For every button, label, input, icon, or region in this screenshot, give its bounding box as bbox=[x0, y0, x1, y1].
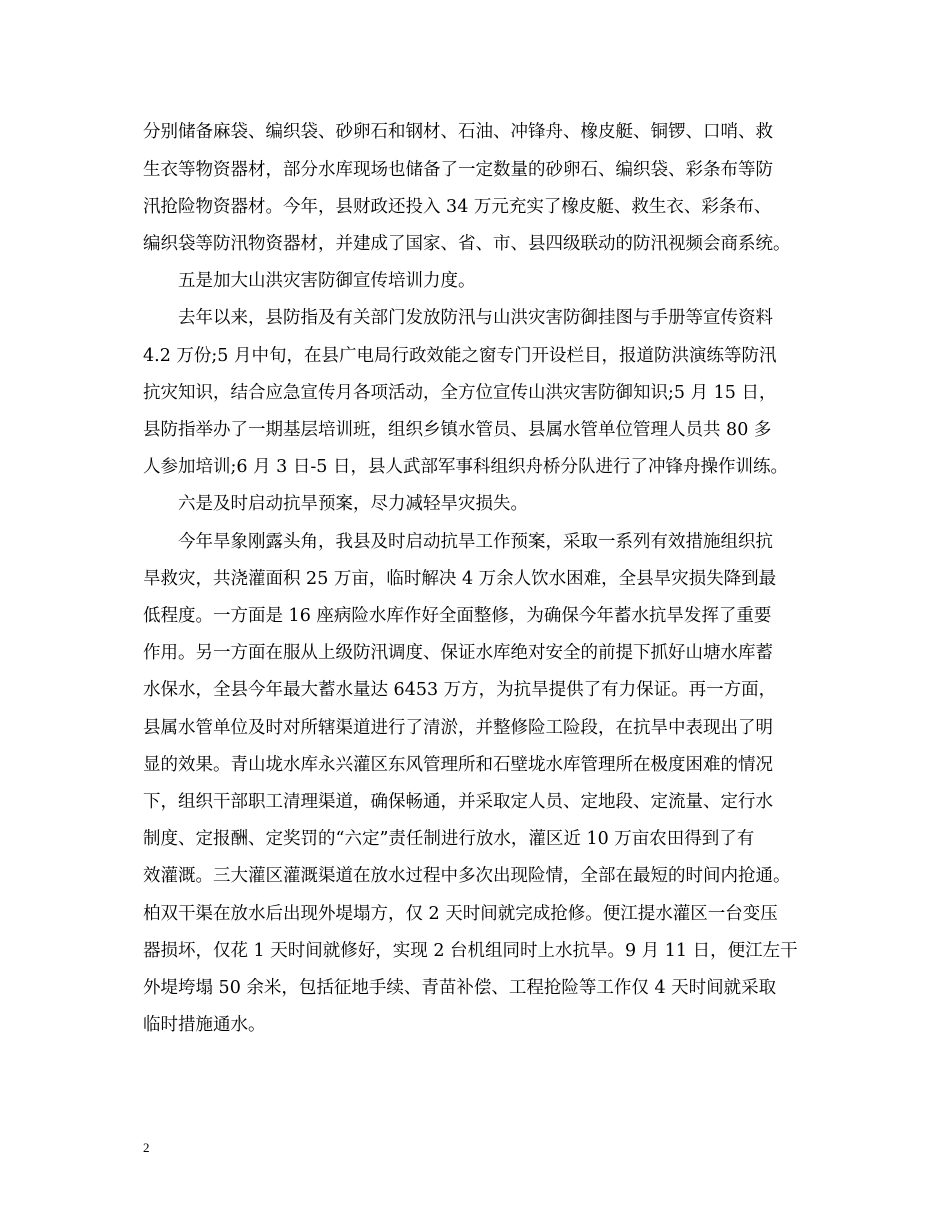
text-line: 柏双干渠在放水后出现外堤塌方，仅 2 天时间就完成抢修。便江提水灌区一台变压 bbox=[143, 904, 778, 924]
section-heading: 五是加大山洪灾害防御宣传培训力度。 bbox=[178, 271, 476, 291]
text-line: 县防指举办了一期基层培训班，组织乡镇水管员、县属水管单位管理人员共 80 多 bbox=[143, 420, 772, 440]
text-line: 效灌溉。三大灌区灌溉渠道在放水过程中多次出现险情，全部在最短的时间内抢通。 bbox=[143, 866, 791, 886]
text-line: 抗灾知识，结合应急宣传月各项活动，全方位宣传山洪灾害防御知识;5 月 15 日， bbox=[143, 383, 777, 403]
text-line: 临时措施通水。 bbox=[143, 1015, 266, 1035]
text-line: 分别储备麻袋、编织袋、砂卵石和钢材、石油、冲锋舟、橡皮艇、铜锣、口哨、救 bbox=[143, 122, 773, 142]
text-line: 作用。另一方面在服从上级防汛调度、保证水库绝对安全的前提下抓好山塘水库蓄 bbox=[143, 643, 773, 663]
text-line: 器损坏，仅花 1 天时间就修好，实现 2 台机组同时上水抗旱。9 月 11 日，便江左干 bbox=[143, 941, 798, 961]
page-number: 2 bbox=[143, 1140, 150, 1155]
text-line: 人参加培训;6 月 3 日-5 日，县人武部军事科组织舟桥分队进行了冲锋舟操作训练。 bbox=[143, 457, 788, 477]
section-heading: 六是及时启动抗旱预案，尽力减轻旱灾损失。 bbox=[178, 494, 528, 514]
text-line: 下，组织干部职工清理渠道，确保畅通，并采取定人员、定地段、定流量、定行水 bbox=[143, 792, 773, 812]
text-line: 汛抢险物资器材。今年，县财政还投入 34 万元充实了橡皮艇、救生衣、彩条布、 bbox=[143, 197, 772, 217]
text-line: 显的效果。青山垅水库永兴灌区东风管理所和石壁垅水库管理所在极度困难的情况 bbox=[143, 755, 773, 775]
text-line: 县属水管单位及时对所辖渠道进行了清淤，并整修险工险段，在抗旱中表现出了明 bbox=[143, 718, 773, 738]
text-line: 水保水，全县今年最大蓄水量达 6453 万方，为抗旱提供了有力保证。再一方面， bbox=[143, 680, 777, 700]
text-line: 编织袋等防汛物资器材，并建成了国家、省、市、县四级联动的防汛视频会商系统。 bbox=[143, 234, 791, 254]
text-line: 旱救灾，共浇灌面积 25 万亩，临时解决 4 万余人饮水困难，全县旱灾损失降到最 bbox=[143, 569, 777, 589]
text-line: 4.2 万份;5 月中旬，在县广电局行政效能之窗专门开设栏目，报道防洪演练等防汛 bbox=[143, 346, 777, 366]
text-line: 低程度。一方面是 16 座病险水库作好全面整修，为确保今年蓄水抗旱发挥了重要 bbox=[143, 606, 772, 626]
text-line: 生衣等物资器材，部分水库现场也储备了一定数量的砂卵石、编织袋、彩条布等防 bbox=[143, 160, 773, 180]
text-line: 外堤垮塌 50 余米，包括征地手续、青苗补偿、工程抢险等工作仅 4 天时间就采取 bbox=[143, 978, 777, 998]
text-line: 去年以来，县防指及有关部门发放防汛与山洪灾害防御挂图与手册等宣传资料 bbox=[178, 308, 773, 328]
text-line: 今年旱象刚露头角，我县及时启动抗旱工作预案，采取一系列有效措施组织抗 bbox=[178, 532, 773, 552]
text-line: 制度、定报酬、定奖罚的“六定”责任制进行放水，灌区近 10 万亩农田得到了有 bbox=[143, 829, 755, 849]
